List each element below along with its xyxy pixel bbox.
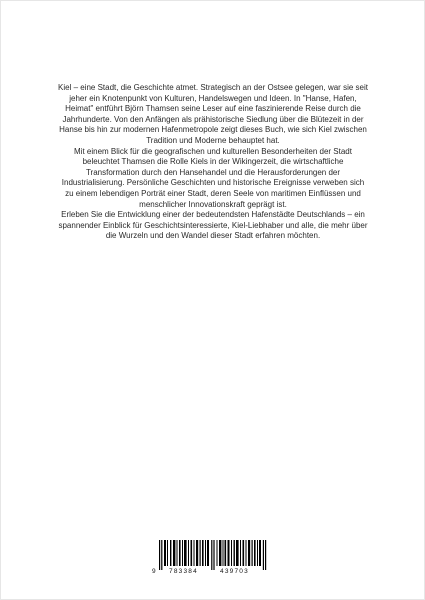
barcode-digits xyxy=(151,568,275,578)
blurb-paragraph-2: Mit einem Blick für die geografischen und kulturellen Besonderheiten der Stadt beleuchtet Thamsen die Rolle Kiels in der Wikingerzeit, die wirtschaftliche Transformation durch den Hansehandel und die Herausforderungen der Industrialisierung. Persönliche Geschichten und historische Ereignisse verweben sich zu einem lebendigen Porträt einer Stadt, deren Seele von maritimen Einflüssen und menschlicher Innovationskraft geprägt ist. xyxy=(61,146,365,209)
isbn-barcode xyxy=(151,540,275,578)
barcode-bars xyxy=(151,540,275,570)
blurb-paragraph-3: Erleben Sie die Entwicklung einer der bedeutendsten Hafenstädte Deutschlands – ein spannender Einblick für Geschichtsinteressierte, Kiel-Liebhaber und alle, die mehr über die Wurzeln und den Wandel dieser Stadt erfahren möchten. xyxy=(58,210,368,241)
barcode-right-digits: 439703 xyxy=(220,568,249,575)
blurb-text xyxy=(58,83,368,242)
barcode-left-digits: 783384 xyxy=(169,568,198,575)
blurb-paragraph-1: Kiel – eine Stadt, die Geschichte atmet. Strategisch an der Ostsee gelegen, war sie seit jeher ein Knotenpunkt von Kulturen, Handelswegen und Ideen. In "Hanse, Hafen, Heimat" entführt Björn Thamsen seine Leser auf eine faszinierende Reise durch die Jahrhunderte. Von den Anfängen als prähistorische Siedlung über die Blütezeit in der Hanse bis hin zur modernen Hafenmetropole zeigt dieses Buch, wie sich Kiel zwischen Tradition und Moderne behauptet hat. xyxy=(58,83,368,145)
barcode-first-digit: 9 xyxy=(152,568,156,575)
